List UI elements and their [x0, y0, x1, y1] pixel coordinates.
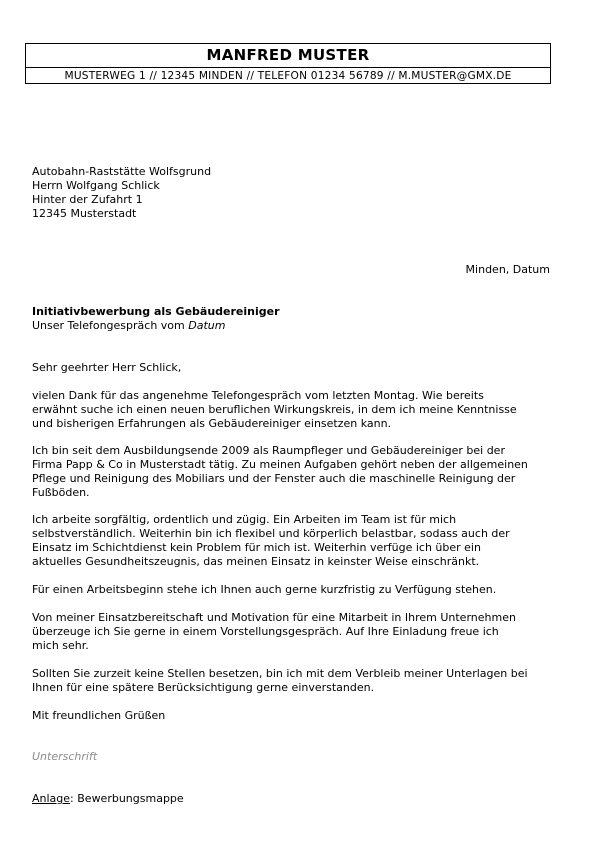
paragraph-line: erwähnt suche ich einen neuen beruflichen Wirkungskreis, in dem ich meine Kenntnisse — [32, 403, 517, 416]
salutation: Sehr geehrter Herr Schlick, — [32, 361, 182, 374]
paragraph-line: überzeuge ich Sie gerne in einem Vorstellungsgespräch. Auf Ihre Einladung freue ich — [32, 625, 499, 638]
letterhead-box — [25, 43, 551, 84]
paragraph-line: Ich arbeite sorgfältig, ordentlich und zügig. Ein Arbeiten im Team ist für mich — [32, 513, 457, 526]
paragraph-4 — [32, 583, 496, 597]
place-date: Minden, Datum — [465, 263, 550, 276]
paragraph-line: Für einen Arbeitsbeginn stehe ich Ihnen auch gerne kurzfristig zu Verfügung stehen. — [32, 583, 497, 596]
paragraph-line: Ihnen für eine spätere Berücksichtigung gerne einverstanden. — [32, 681, 375, 694]
paragraph-line: Firma Papp & Co in Musterstadt tätig. Zu meinen Aufgaben gehört neben der allgemeinen — [32, 458, 528, 471]
sender-name: MANFRED MUSTER — [26, 44, 550, 68]
paragraph-1 — [32, 389, 517, 431]
attachment-line — [32, 792, 184, 806]
subject-reference-date: Datum — [188, 319, 226, 332]
paragraph-line: Ich bin seit dem Ausbildungsende 2009 als Raumpfleger und Gebäudereiniger bei der — [32, 444, 505, 457]
recipient-person: Herrn Wolfgang Schlick — [32, 179, 160, 192]
paragraph-line: vielen Dank für das angenehme Telefongespräch vom letzten Montag. Wie bereits — [32, 389, 484, 402]
paragraph-line: Sollten Sie zurzeit keine Stellen besetzen, bin ich mit dem Verbleib meiner Unterlagen bei — [32, 667, 528, 680]
closing-phrase: Mit freundlichen Grüßen — [32, 709, 166, 722]
recipient-company: Autobahn-Raststätte Wolfsgrund — [32, 165, 212, 178]
attachment-separator: : — [70, 792, 78, 805]
subject-title: Initiativbewerbung als Gebäudereiniger — [32, 305, 280, 318]
recipient-address — [32, 165, 211, 221]
paragraph-line: Einsatz im Schichtdienst kein Problem für mich ist. Weiterhin verfüge ich über ein — [32, 541, 481, 554]
paragraph-line: und bisherigen Erfahrungen als Gebäudereiniger einsetzen kann. — [32, 417, 392, 430]
paragraph-line: aktuelles Gesundheitszeugnis, das meinen Einsatz in keinster Weise einschränkt. — [32, 555, 480, 568]
attachment-label: Anlage — [32, 792, 71, 805]
subject-reference-prefix: Unser Telefongespräch vom — [32, 319, 189, 332]
paragraph-line: selbstverständlich. Weiterhin bin ich flexibel und körperlich belastbar, sodass auch der — [32, 527, 510, 540]
recipient-city: 12345 Musterstadt — [32, 207, 137, 220]
subject-reference — [32, 319, 280, 333]
recipient-street: Hinter der Zufahrt 1 — [32, 193, 143, 206]
paragraph-3 — [32, 513, 510, 569]
paragraph-2 — [32, 444, 528, 500]
attachment-value: Bewerbungsmappe — [77, 792, 184, 805]
paragraph-5 — [32, 611, 516, 653]
paragraph-line: Von meiner Einsatzbereitschaft und Motivation für eine Mitarbeit in Ihrem Unternehmen — [32, 611, 516, 624]
paragraph-line: Pflege und Reinigung des Mobiliars und der Fenster auch die maschinelle Reinigung der — [32, 472, 516, 485]
paragraph-line: mich sehr. — [32, 639, 89, 652]
paragraph-line: Fußböden. — [32, 486, 90, 499]
signature-placeholder: Unterschrift — [32, 750, 98, 763]
subject-block — [32, 305, 280, 333]
sender-contact-line: MUSTERWEG 1 // 12345 MINDEN // TELEFON 01234 56789 // M.MUSTER@GMX.DE — [64, 70, 512, 82]
paragraph-6 — [32, 667, 528, 695]
